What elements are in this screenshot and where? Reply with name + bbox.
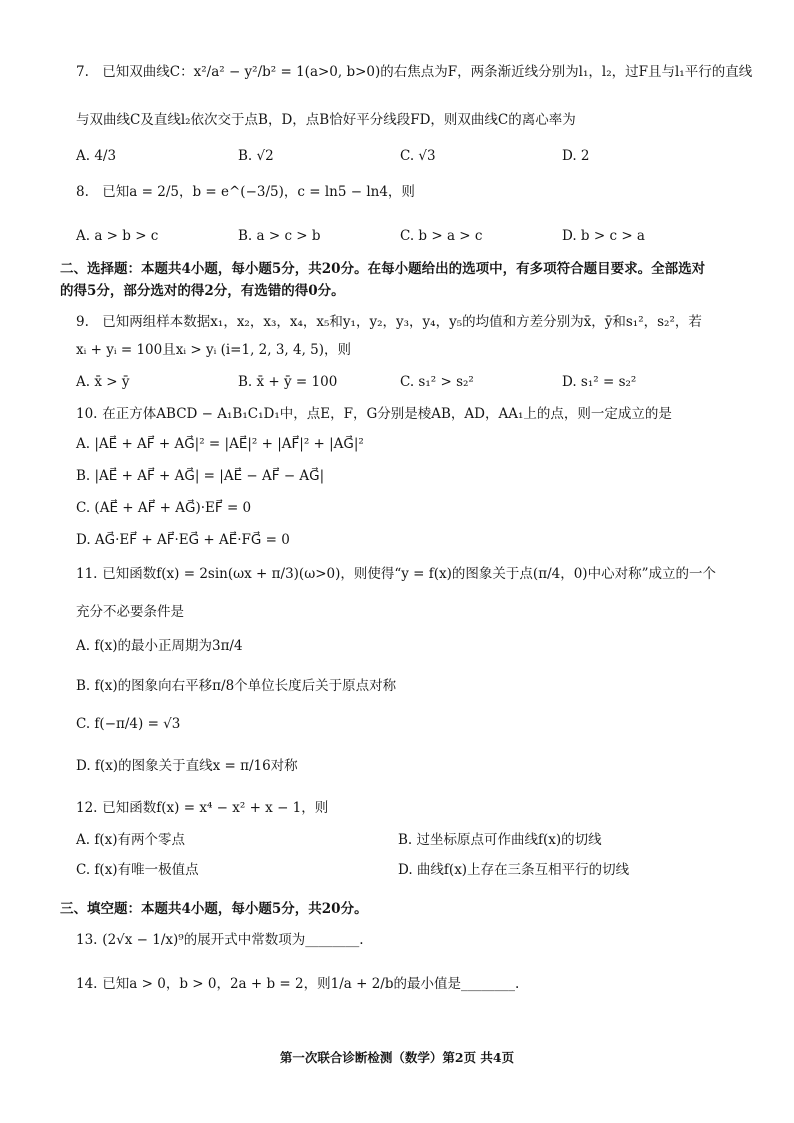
question-9 xyxy=(76,314,754,330)
question-number: 14. xyxy=(76,976,98,992)
option-d[interactable]: D. b > c > a xyxy=(562,228,645,244)
question-stem-line2: 充分不必要条件是 xyxy=(76,604,184,620)
option-c[interactable]: C. √3 xyxy=(400,148,436,164)
option-a[interactable]: A. f(x)的最小正周期为3π/4 xyxy=(76,638,243,654)
question-stem-line1: 已知两组样本数据x₁，x₂，x₃，x₄，x₅和y₁，y₂，y₃，y₄，y₅的均值和方差分别为x̄，ȳ和s₁²，s₂²，若 xyxy=(102,314,702,330)
question-stem-line2: xᵢ + yᵢ = 100且xᵢ > yᵢ (i=1, 2, 3, 4, 5)，则 xyxy=(76,342,352,358)
question-stem-line1: 已知函数f(x) = 2sin(ωx + π/3)(ω>0)，则使得“y = f(x)的图象关于点(π/4，0)中心对称”成立的一个 xyxy=(102,566,716,582)
question-stem: 已知a = 2/5，b = e^(−3/5)，c = ln5 − ln4，则 xyxy=(102,184,415,200)
option-c[interactable]: C. (AE⃗ + AF⃗ + AG⃗)·EF⃗ = 0 xyxy=(76,500,252,516)
option-c[interactable]: C. b > a > c xyxy=(400,228,483,244)
question-number: 9. xyxy=(76,314,89,330)
option-a[interactable]: A. x̄ > ȳ xyxy=(76,374,130,390)
question-12 xyxy=(76,800,754,816)
option-d[interactable]: D. 曲线f(x)上存在三条互相平行的切线 xyxy=(398,862,630,878)
question-number: 12. xyxy=(76,800,98,816)
question-stem: 已知函数f(x) = x⁴ − x² + x − 1，则 xyxy=(102,800,329,816)
question-10 xyxy=(76,406,754,422)
question-13 xyxy=(76,932,754,948)
question-12-options-row1 xyxy=(76,832,754,848)
option-a[interactable]: A. |AE⃗ + AF⃗ + AG⃗|² = |AE⃗|² + |AF⃗|² + |AG⃗|² xyxy=(76,436,364,452)
question-stem-line2: 与双曲线C及直线l₂依次交于点B，D，点B恰好平分线段FD，则双曲线C的离心率为 xyxy=(76,112,576,128)
option-b[interactable]: B. f(x)的图象向右平移π/8个单位长度后关于原点对称 xyxy=(76,678,397,694)
section-2-line2: 的得5分，部分选对的得2分，有选错的得0分。 xyxy=(60,283,345,299)
section-2-header xyxy=(60,258,754,302)
question-7 xyxy=(76,64,754,80)
question-9-line2 xyxy=(76,342,754,358)
section-3-header xyxy=(60,898,754,920)
question-number: 8. xyxy=(76,184,89,200)
option-b[interactable]: B. x̄ + ȳ = 100 xyxy=(238,374,338,390)
question-stem-line1: 已知双曲线C：x²/a² − y²/b² = 1(a>0, b>0)的右焦点为F，两条渐近线分别为l₁，l₂，过F且与l₁平行的直线 xyxy=(102,64,753,80)
section-2-line1: 二、选择题：本题共4小题，每小题5分，共20分。在每小题给出的选项中，有多项符合题目要求。全部选对 xyxy=(60,261,706,277)
question-8 xyxy=(76,184,754,200)
option-b[interactable]: B. |AE⃗ + AF⃗ + AG⃗| = |AE⃗ − AF⃗ − AG⃗| xyxy=(76,468,325,484)
question-7-options xyxy=(76,148,754,164)
question-11-line2 xyxy=(76,604,754,620)
option-d[interactable]: D. f(x)的图象关于直线x = π/16对称 xyxy=(76,758,298,774)
question-stem: 在正方体ABCD − A₁B₁C₁D₁中，点E，F，G分别是棱AB，AD，AA₁上的点，则一定成立的是 xyxy=(102,406,672,422)
question-7-line2 xyxy=(76,112,754,128)
option-a[interactable]: A. 4/3 xyxy=(76,148,117,164)
option-c[interactable]: C. s₁² > s₂² xyxy=(400,374,474,390)
question-12-options-row2 xyxy=(76,862,754,878)
option-a[interactable]: A. a > b > c xyxy=(76,228,159,244)
option-c[interactable]: C. f(x)有唯一极值点 xyxy=(76,862,199,878)
question-number: 11. xyxy=(76,566,98,582)
option-c[interactable]: C. f(−π/4) = √3 xyxy=(76,716,181,732)
option-b[interactable]: B. √2 xyxy=(238,148,274,164)
option-d[interactable]: D. AG⃗·EF⃗ + AF⃗·EG⃗ + AE⃗·FG⃗ = 0 xyxy=(76,532,290,548)
page-footer: 第一次联合诊断检测（数学）第2页 共4页 xyxy=(279,1050,515,1065)
option-a[interactable]: A. f(x)有两个零点 xyxy=(76,832,185,848)
question-8-options xyxy=(76,228,754,244)
option-d[interactable]: D. 2 xyxy=(562,148,590,164)
section-3-line1: 三、填空题：本题共4小题，每小题5分，共20分。 xyxy=(60,901,368,917)
option-d[interactable]: D. s₁² = s₂² xyxy=(562,374,637,390)
question-9-options xyxy=(76,374,754,390)
question-stem: (2√x − 1/x)⁹的展开式中常数项为________. xyxy=(102,932,364,948)
option-b[interactable]: B. a > c > b xyxy=(238,228,321,244)
option-b[interactable]: B. 过坐标原点可作曲线f(x)的切线 xyxy=(398,832,602,848)
question-11 xyxy=(76,566,754,582)
question-number: 13. xyxy=(76,932,98,948)
question-number: 10. xyxy=(76,406,98,422)
question-number: 7. xyxy=(76,64,89,80)
question-14 xyxy=(76,976,754,992)
question-stem: 已知a > 0，b > 0，2a + b = 2，则1/a + 2/b的最小值是________. xyxy=(102,976,520,992)
